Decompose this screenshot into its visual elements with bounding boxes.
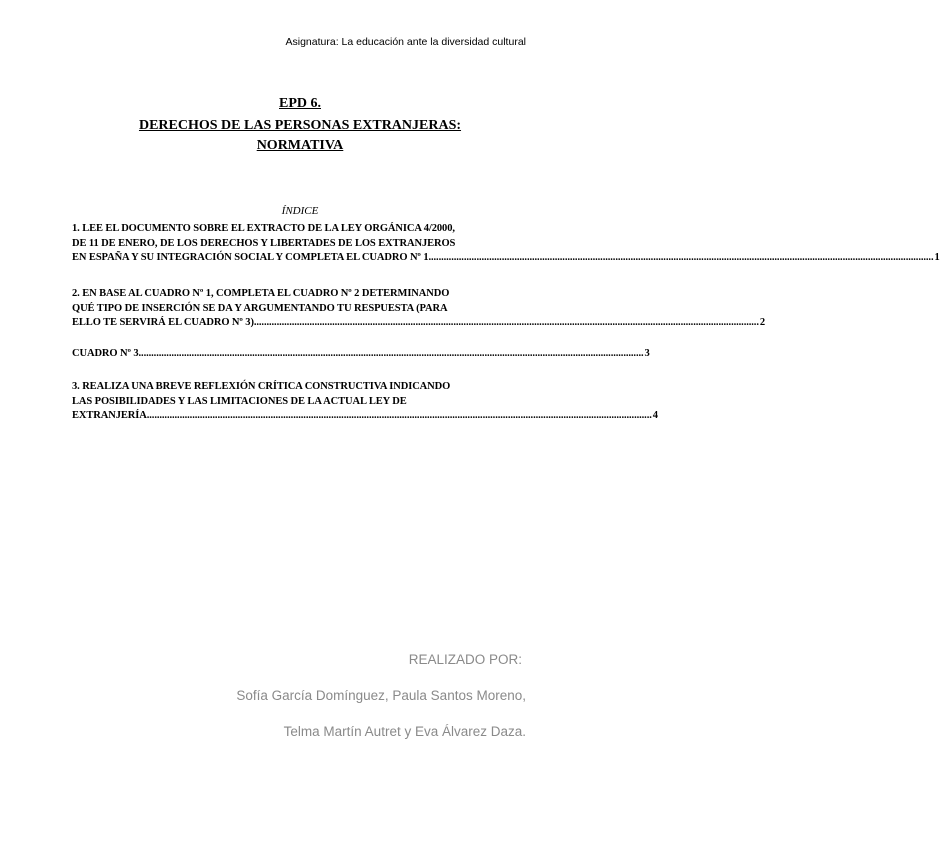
toc-entry-4[interactable] (72, 380, 658, 424)
page-header-course: Asignatura: La educación ante la diversidad cultural (285, 36, 526, 48)
title-subject: DERECHOS DE LAS PERSONAS EXTRANJERAS: (138, 118, 462, 133)
toc-line-last: CUADRO Nº 3 ........................................................................................................................................................................................................ 3 (72, 347, 528, 362)
toc-line-last: ELLO TE SERVIRÁ EL CUADRO Nº 3) ........................................................................................................................................................................................................ 2 (72, 316, 528, 331)
toc-leader-dots: ........................................................................................................................................................................................................ (253, 317, 759, 328)
toc-entry-3[interactable] (72, 347, 650, 362)
toc-leader-dots: ........................................................................................................................................................................................................ (138, 348, 644, 359)
title-subject-cont: NORMATIVA (256, 138, 344, 153)
title-epd: EPD 6. (279, 96, 321, 111)
toc-line-last: EXTRANJERÍA ........................................................................................................................................................................................................ 4 (72, 409, 528, 424)
toc-page-number: 4 (652, 410, 658, 421)
toc-line: LAS POSIBILIDADES Y LAS LIMITACIONES DE LA ACTUAL LEY DE (72, 395, 407, 407)
toc-entry-2[interactable] (72, 287, 766, 331)
toc-line: DE 11 DE ENERO, DE LOS DERECHOS Y LIBERTADES DE LOS EXTRANJEROS (72, 237, 456, 249)
toc-line-last: EN ESPAÑA Y SU INTEGRACIÓN SOCIAL Y COMPLETA EL CUADRO Nº 1 ........................................................................................................................................................................................................ 1 (72, 251, 528, 266)
credits-authors-line-2: Telma Martín Autret y Eva Álvarez Daza. (283, 724, 526, 739)
toc-line: 2. EN BASE AL CUADRO Nº 1, COMPLETA EL CUADRO Nº 2 DETERMINANDO (72, 288, 450, 299)
toc-line: QUÉ TIPO DE INSERCIÓN SE DA Y ARGUMENTANDO TU RESPUESTA (PARA (72, 302, 448, 314)
credits-authors-line-1: Sofía García Domínguez, Paula Santos Moreno, (236, 688, 526, 703)
toc-entry-1[interactable] (72, 222, 940, 266)
toc-page-number: 3 (644, 348, 650, 359)
credits-heading: REALIZADO POR: (408, 652, 522, 667)
index-heading: ÍNDICE (281, 205, 319, 217)
toc-line: 3. REALIZA UNA BREVE REFLEXIÓN CRÍTICA CONSTRUCTIVA INDICANDO (72, 381, 451, 392)
toc-page-number: 1 (934, 252, 940, 263)
toc-page-number: 2 (759, 317, 766, 328)
toc-leader-dots: ........................................................................................................................................................................................................ (428, 252, 934, 263)
toc-line: 1. LEE EL DOCUMENTO SOBRE EL EXTRACTO DE LA LEY ORGÁNICA 4/2000, (72, 223, 455, 234)
toc-leader-dots: ........................................................................................................................................................................................................ (146, 410, 652, 421)
